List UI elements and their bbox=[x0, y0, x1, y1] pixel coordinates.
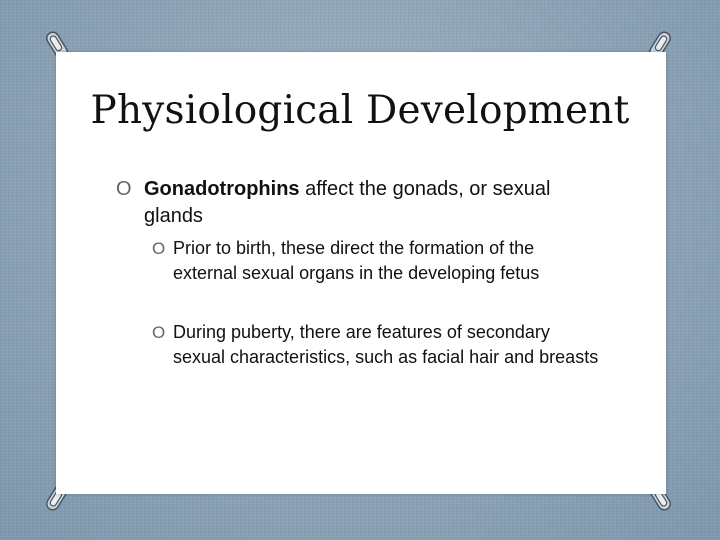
bullet-text: Prior to birth, these direct the formation of the external sexual organs in the developing fetus bbox=[173, 238, 540, 283]
bullet-level2-prior-to-birth bbox=[152, 236, 602, 286]
bullet-marker: O bbox=[152, 323, 166, 342]
bullet-marker: O bbox=[116, 178, 132, 200]
bullet-level1 bbox=[116, 176, 596, 230]
bullet-text bbox=[144, 176, 596, 230]
bullet-marker: O bbox=[152, 239, 166, 258]
bullet-bold-term: Gonadotrophins bbox=[144, 178, 300, 200]
bullet-body: affect the gonads, or sexual glands bbox=[144, 178, 551, 227]
bullet-level2-puberty bbox=[152, 320, 602, 370]
bullet-text: During puberty, there are features of secondary sexual characteristics, such as facial hair and breasts bbox=[173, 322, 599, 367]
slide-title: Physiological Development bbox=[90, 88, 630, 133]
